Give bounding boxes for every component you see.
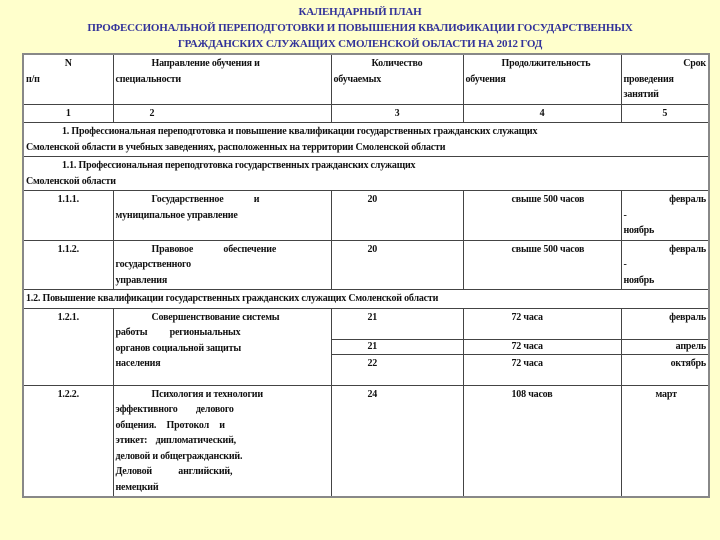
header-duration: Продолжительность обучения xyxy=(463,54,621,104)
header-num: N п/п xyxy=(23,54,113,104)
header-row xyxy=(23,54,709,104)
section-1-row: 1. Профессиональная переподготовка и повышение квалификации государственных гражданских служащих Смоленской области в учебных заведениях, расположенных на территории Смоленской области xyxy=(23,123,709,157)
table-row: 1.2.1. Совершенствование системы работы регионыальных органов социальной защиты населения 21 72 часа февраль xyxy=(23,308,709,339)
table-row: 1.1.1. Государственное и муниципальное управление 20 свыше 500 часов февраль - ноябрь xyxy=(23,191,709,241)
calendar-plan-table xyxy=(22,53,710,498)
table-subrow: 21 72 часа апрель xyxy=(23,339,709,354)
document-title: КАЛЕНДАРНЫЙ ПЛАН ПРОФЕССИОНАЛЬНОЙ ПЕРЕПОДГОТОВКИ И ПОВЫШЕНИЯ КВАЛИФИКАЦИИ ГОСУДАРСТВЕННЫХ ГРАЖДАНСКИХ СЛУЖАЩИХ СМОЛЕНСКОЙ ОБЛАСТИ НА 2012 ГОД xyxy=(87,6,633,50)
column-numbers-row: 1 2 3 4 5 xyxy=(23,104,709,123)
section-1-1-row: 1.1. Профессиональная переподготовка государственных гражданских служащих Смоленской области xyxy=(23,157,709,191)
table-subrow: 22 72 часа октябрь xyxy=(23,354,709,385)
section-1-2-row: 1.2. Повышение квалификации государственных гражданских служащих Смоленской области xyxy=(23,290,709,309)
table-row: 1.1.2. Правовое обеспечение государственного управления 20 свыше 500 часов февраль - ноябрь xyxy=(23,240,709,290)
table-row: 1.2.2. Психология и технологии эффективного делового общения. Протокол и этикет: дипломатический, деловой и общегражданский. Деловой английский, немецкий 24 108 часов март xyxy=(23,385,709,497)
header-direction: Направление обучения и специальности xyxy=(113,54,331,104)
header-term: Срок проведения занятий xyxy=(621,54,709,104)
header-quantity: Количество обучаемых xyxy=(331,54,463,104)
